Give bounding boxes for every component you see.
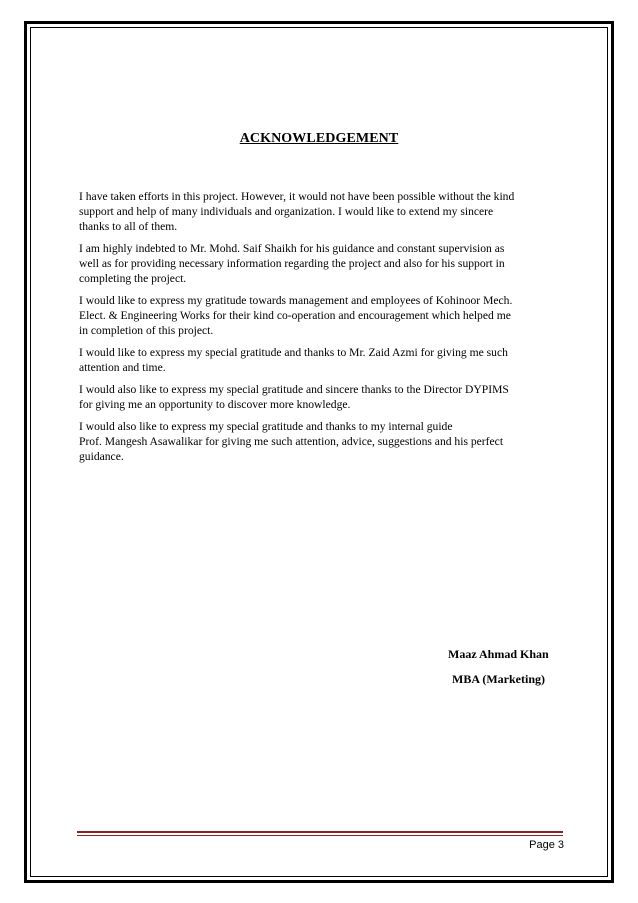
paragraph-4 <box>79 345 565 375</box>
paragraph-2 <box>79 241 565 286</box>
paragraph-line: I would also like to express my special gratitude and thanks to my internal guide <box>79 420 453 433</box>
paragraph-6 <box>79 419 565 464</box>
paragraph-line: I would like to express my special gratitude and thanks to Mr. Zaid Azmi for giving me such <box>79 346 508 359</box>
signature-degree: MBA (Marketing) <box>452 672 545 686</box>
paragraph-line: Prof. Mangesh Asawalikar for giving me such attention, advice, suggestions and his perfect <box>79 435 504 448</box>
paragraph-line: thanks to all of them. <box>79 220 178 233</box>
paragraph-line: I would also like to express my special gratitude and sincere thanks to the Director DYPIMS <box>79 383 509 396</box>
paragraph-line: in completion of this project. <box>79 324 214 337</box>
paragraph-line: I am highly indebted to Mr. Mohd. Saif Shaikh for his guidance and constant supervision as <box>79 242 505 255</box>
paragraph-line: I would like to express my gratitude towards management and employees of Kohinoor Mech. <box>79 294 513 307</box>
acknowledgement-body <box>79 189 565 471</box>
footer-rule-thin <box>77 835 563 836</box>
paragraph-line: for giving me an opportunity to discover more knowledge. <box>79 398 351 411</box>
paragraph-line: well as for providing necessary information regarding the project and also for his support in <box>79 257 505 270</box>
paragraph-line: I have taken efforts in this project. However, it would not have been possible without the kind <box>79 190 515 203</box>
paragraph-line: completing the project. <box>79 272 187 285</box>
document-title: ACKNOWLEDGEMENT <box>239 131 399 146</box>
paragraph-line: attention and time. <box>79 361 166 374</box>
paragraph-line: guidance. <box>79 450 124 463</box>
page-number: Page 3 <box>529 839 564 851</box>
footer-rule-thick <box>77 831 563 833</box>
paragraph-5 <box>79 382 565 412</box>
paragraph-3 <box>79 293 565 338</box>
paragraph-line: support and help of many individuals and organization. I would like to extend my sincere <box>79 205 494 218</box>
paragraph-line: Elect. & Engineering Works for their kind co-operation and encouragement which helped me <box>79 309 511 322</box>
paragraph-1 <box>79 189 565 234</box>
signature-name: Maaz Ahmad Khan <box>448 647 549 661</box>
